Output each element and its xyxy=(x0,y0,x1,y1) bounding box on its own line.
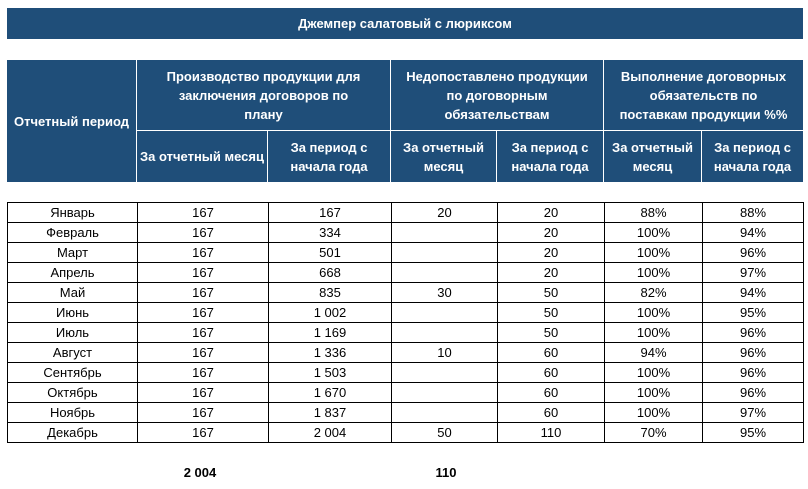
table-row xyxy=(8,403,804,423)
cell-month: Апрель xyxy=(8,263,138,283)
cell-month: Февраль xyxy=(8,223,138,243)
cell-fulfillment-year: 97% xyxy=(703,403,804,423)
header-fulfillment-year: За период с начала года xyxy=(713,139,792,174)
cell-plan-year: 1 169 xyxy=(269,323,392,343)
table-row xyxy=(8,363,804,383)
cell-shortfall-year: 50 xyxy=(498,283,605,303)
cell-plan-year: 1 503 xyxy=(269,363,392,383)
cell-fulfillment-month: 100% xyxy=(605,383,703,403)
table-row xyxy=(8,223,804,243)
data-table xyxy=(7,202,804,443)
cell-fulfillment-month: 70% xyxy=(605,423,703,443)
cell-fulfillment-year: 94% xyxy=(703,223,804,243)
cell-plan-month: 167 xyxy=(138,283,269,303)
total-plan: 2 004 xyxy=(183,465,217,480)
cell-fulfillment-year: 95% xyxy=(703,423,804,443)
cell-fulfillment-month: 82% xyxy=(605,283,703,303)
cell-shortfall-month xyxy=(392,243,498,263)
cell-fulfillment-month: 100% xyxy=(605,243,703,263)
cell-plan-year: 1 837 xyxy=(269,403,392,423)
cell-plan-year: 334 xyxy=(269,223,392,243)
cell-month: Ноябрь xyxy=(8,403,138,423)
cell-shortfall-month xyxy=(392,223,498,243)
cell-shortfall-month xyxy=(392,363,498,383)
cell-shortfall-month xyxy=(392,263,498,283)
cell-shortfall-year: 60 xyxy=(498,363,605,383)
table-row xyxy=(8,323,804,343)
cell-plan-year: 1 002 xyxy=(269,303,392,323)
header-plan-group: Производство продукции для заключения договоров по плану xyxy=(166,68,361,122)
cell-month: Май xyxy=(8,283,138,303)
cell-month: Июль xyxy=(8,323,138,343)
cell-shortfall-year: 50 xyxy=(498,303,605,323)
cell-plan-year: 2 004 xyxy=(269,423,392,443)
header-shortfall-group: Недопоставлено продукции по договорным обязательствам xyxy=(406,68,588,122)
cell-fulfillment-month: 100% xyxy=(605,303,703,323)
cell-fulfillment-month: 100% xyxy=(605,363,703,383)
cell-fulfillment-year: 96% xyxy=(703,243,804,263)
cell-shortfall-year: 50 xyxy=(498,323,605,343)
table-row xyxy=(8,343,804,363)
cell-shortfall-year: 20 xyxy=(498,223,605,243)
cell-shortfall-year: 60 xyxy=(498,383,605,403)
cell-fulfillment-year: 96% xyxy=(703,343,804,363)
table-row xyxy=(8,283,804,303)
cell-month: Март xyxy=(8,243,138,263)
cell-plan-year: 668 xyxy=(269,263,392,283)
table-row xyxy=(8,203,804,223)
table-row xyxy=(8,423,804,443)
header-shortfall-month: За отчетный месяц xyxy=(403,139,484,174)
cell-fulfillment-year: 96% xyxy=(703,323,804,343)
cell-plan-year: 167 xyxy=(269,203,392,223)
total-shortfall: 110 xyxy=(435,465,457,480)
table-row xyxy=(8,383,804,403)
cell-shortfall-year: 20 xyxy=(498,243,605,263)
cell-plan-month: 167 xyxy=(138,243,269,263)
cell-fulfillment-month: 100% xyxy=(605,263,703,283)
cell-fulfillment-month: 88% xyxy=(605,203,703,223)
cell-plan-year: 501 xyxy=(269,243,392,263)
cell-shortfall-year: 110 xyxy=(498,423,605,443)
cell-shortfall-month xyxy=(392,303,498,323)
cell-plan-month: 167 xyxy=(138,403,269,423)
cell-fulfillment-year: 88% xyxy=(703,203,804,223)
cell-shortfall-year: 20 xyxy=(498,263,605,283)
cell-plan-month: 167 xyxy=(138,303,269,323)
cell-shortfall-year: 20 xyxy=(498,203,605,223)
cell-month: Декабрь xyxy=(8,423,138,443)
cell-plan-year: 835 xyxy=(269,283,392,303)
cell-fulfillment-year: 96% xyxy=(703,363,804,383)
header-period: Отчетный период xyxy=(13,113,130,129)
cell-plan-month: 167 xyxy=(138,203,269,223)
cell-shortfall-year: 60 xyxy=(498,343,605,363)
cell-month: Август xyxy=(8,343,138,363)
cell-fulfillment-month: 100% xyxy=(605,323,703,343)
cell-fulfillment-year: 94% xyxy=(703,283,804,303)
table-row xyxy=(8,263,804,283)
cell-month: Январь xyxy=(8,203,138,223)
cell-shortfall-month: 50 xyxy=(392,423,498,443)
cell-fulfillment-month: 94% xyxy=(605,343,703,363)
cell-shortfall-year: 60 xyxy=(498,403,605,423)
cell-plan-month: 167 xyxy=(138,223,269,243)
cell-fulfillment-year: 97% xyxy=(703,263,804,283)
cell-plan-month: 167 xyxy=(138,343,269,363)
cell-plan-month: 167 xyxy=(138,383,269,403)
table-header xyxy=(7,60,803,182)
cell-shortfall-month: 30 xyxy=(392,283,498,303)
cell-fulfillment-year: 95% xyxy=(703,303,804,323)
cell-month: Сентябрь xyxy=(8,363,138,383)
cell-plan-year: 1 336 xyxy=(269,343,392,363)
cell-plan-month: 167 xyxy=(138,423,269,443)
cell-month: Октябрь xyxy=(8,383,138,403)
cell-shortfall-month xyxy=(392,383,498,403)
cell-fulfillment-month: 100% xyxy=(605,223,703,243)
table-row xyxy=(8,243,804,263)
header-plan-month: За отчетный месяц xyxy=(140,149,264,164)
header-shortfall-year: За период с начала года xyxy=(511,139,589,174)
cell-shortfall-month xyxy=(392,323,498,343)
cell-fulfillment-year: 96% xyxy=(703,383,804,403)
cell-plan-month: 167 xyxy=(138,323,269,343)
cell-shortfall-month xyxy=(392,403,498,423)
cell-shortfall-month: 20 xyxy=(392,203,498,223)
table-row xyxy=(8,303,804,323)
cell-plan-year: 1 670 xyxy=(269,383,392,403)
header-fulfillment-month: За отчетный месяц xyxy=(612,139,693,174)
cell-plan-month: 167 xyxy=(138,263,269,283)
cell-fulfillment-month: 100% xyxy=(605,403,703,423)
cell-month: Июнь xyxy=(8,303,138,323)
header-fulfillment-group: Выполнение договорных обязательств по поставкам продукции %% xyxy=(619,68,788,122)
cell-plan-month: 167 xyxy=(138,363,269,383)
cell-shortfall-month: 10 xyxy=(392,343,498,363)
header-plan-year: За период с начала года xyxy=(290,139,368,174)
table-title: Джемпер салатовый с люриксом xyxy=(7,8,803,39)
